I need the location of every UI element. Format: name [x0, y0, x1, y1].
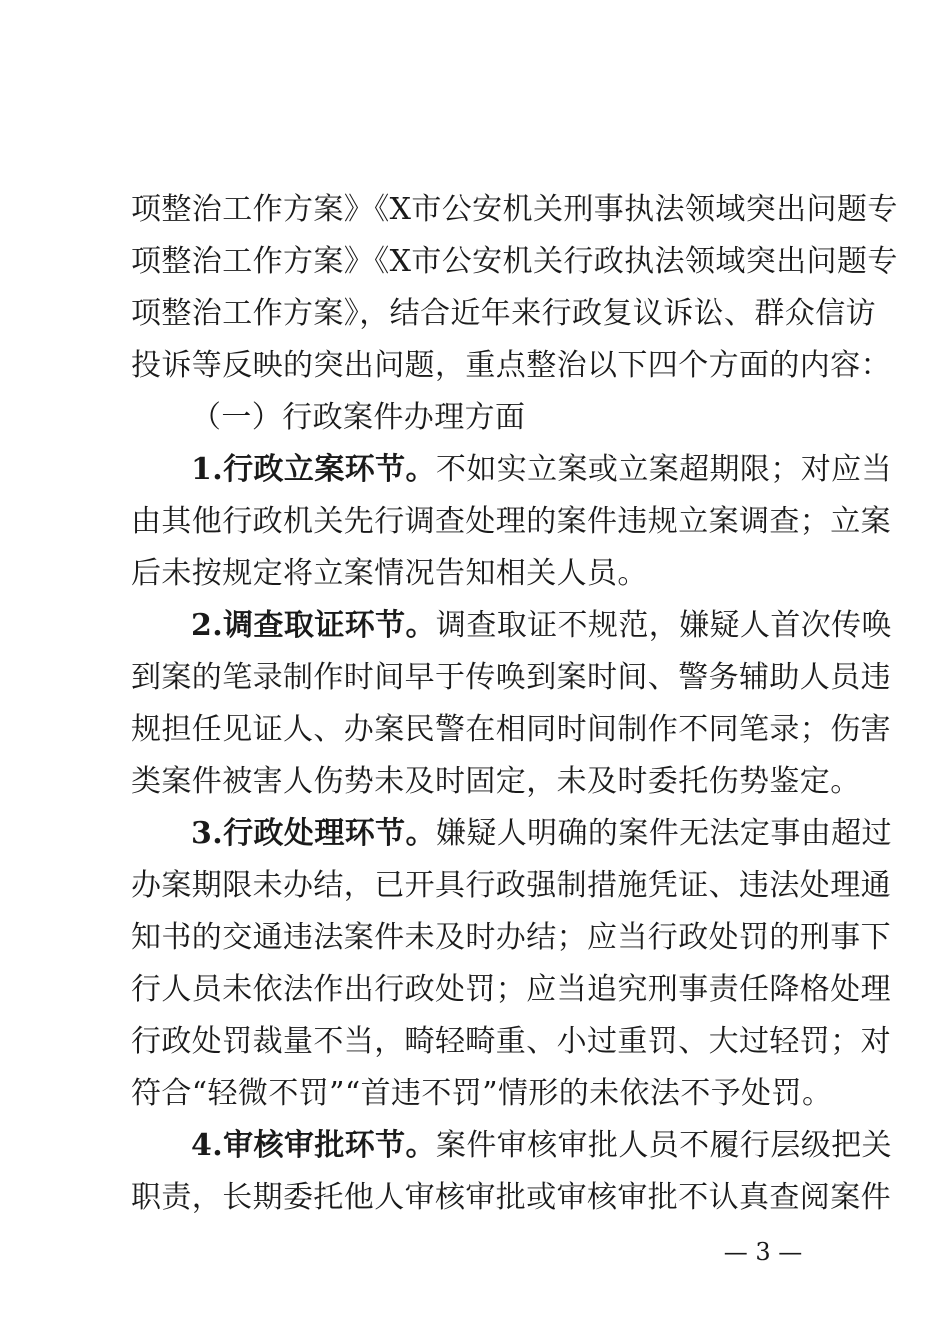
- item-4-first-line: [131, 1120, 892, 1172]
- item-3-title: 3.行政处理环节。: [191, 816, 436, 851]
- paragraph-line: 类案件被害人伤势未及时固定，未及时委托伤势鉴定。: [131, 764, 861, 799]
- body-text: [131, 184, 898, 1224]
- section-heading: （一）行政案件办理方面: [191, 400, 526, 435]
- paragraph-line: 符合“轻微不罚”“首违不罚”情形的未依法不予处罚。: [131, 1076, 833, 1111]
- paragraph-line: 知书的交通违法案件未及时办结；应当行政处罚的刑事下: [131, 920, 891, 955]
- item-2-first-line: [131, 600, 892, 652]
- item-2-text: 调查取证不规范，嫌疑人首次传唤: [435, 608, 892, 643]
- paragraph-line: 投诉等反映的突出问题，重点整治以下四个方面的内容：: [131, 348, 891, 383]
- page-number: — 3 —: [723, 1238, 803, 1266]
- item-2-title: 2.调查取证环节。: [191, 608, 436, 643]
- item-4-text: 案件审核审批人员不履行层级把关: [435, 1128, 892, 1163]
- paragraph-line: 行人员未依法作出行政处罚；应当追究刑事责任降格处理: [131, 972, 891, 1007]
- paragraph-line: 到案的笔录制作时间早于传唤到案时间、警务辅助人员违: [131, 660, 891, 695]
- item-1-first-line: [131, 444, 892, 496]
- paragraph-line: 行政处罚裁量不当，畸轻畸重、小过重罚、大过轻罚；对: [131, 1024, 891, 1059]
- paragraph-line: 后未按规定将立案情况告知相关人员。: [131, 556, 648, 591]
- paragraph-line: 项整治工作方案》《X市公安机关行政执法领域突出问题专: [131, 244, 898, 279]
- item-1-text: 不如实立案或立案超期限；对应当: [435, 452, 892, 487]
- paragraph-line: 项整治工作方案》《X市公安机关刑事执法领域突出问题专: [131, 192, 898, 227]
- item-1-title: 1.行政立案环节。: [191, 452, 436, 487]
- item-3-text: 嫌疑人明确的案件无法定事由超过: [435, 816, 892, 851]
- paragraph-line: 办案期限未办结，已开具行政强制措施凭证、违法处理通: [131, 868, 891, 903]
- paragraph-line: 职责，长期委托他人审核审批或审核审批不认真查阅案件: [131, 1180, 891, 1215]
- paragraph-line: 规担任见证人、办案民警在相同时间制作不同笔录；伤害: [131, 712, 891, 747]
- paragraph-line: 由其他行政机关先行调查处理的案件违规立案调查；立案: [131, 504, 891, 539]
- paragraph-line: 项整治工作方案》，结合近年来行政复议诉讼、群众信访: [131, 296, 876, 331]
- item-3-first-line: [131, 808, 892, 860]
- item-4-title: 4.审核审批环节。: [191, 1128, 436, 1163]
